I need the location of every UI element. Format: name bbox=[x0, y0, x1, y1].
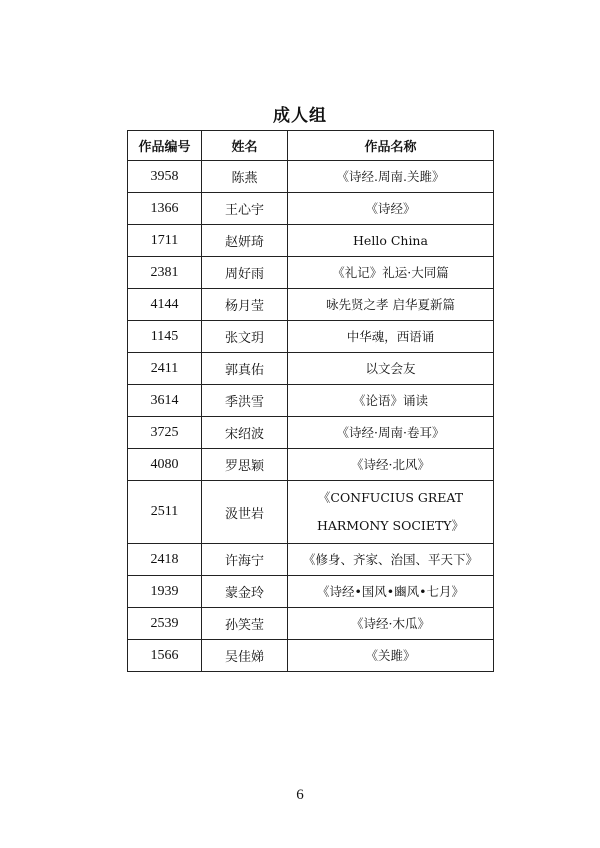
table-row bbox=[128, 257, 494, 289]
work-title-cell: 《论语》诵读 bbox=[288, 385, 494, 417]
work-title-cell: 《礼记》礼运·大同篇 bbox=[288, 257, 494, 289]
work-id-cell: 2539 bbox=[128, 608, 202, 640]
name-cell: 许海宁 bbox=[202, 544, 288, 576]
table-row bbox=[128, 576, 494, 608]
table-row bbox=[128, 608, 494, 640]
work-id-cell: 1711 bbox=[128, 225, 202, 257]
work-title-cell: Hello China bbox=[288, 225, 494, 257]
name-cell: 季洪雪 bbox=[202, 385, 288, 417]
table-row bbox=[128, 544, 494, 576]
work-id-cell: 2411 bbox=[128, 353, 202, 385]
table-row bbox=[128, 321, 494, 353]
work-title-cell: 《诗经·木瓜》 bbox=[288, 608, 494, 640]
work-title-cell: 《诗经》 bbox=[288, 193, 494, 225]
work-title-cell: 《关雎》 bbox=[288, 640, 494, 672]
header-name: 姓名 bbox=[202, 131, 288, 161]
work-title-cell: 《诗经·北风》 bbox=[288, 449, 494, 481]
name-cell: 赵妍琦 bbox=[202, 225, 288, 257]
work-id-cell: 1566 bbox=[128, 640, 202, 672]
work-title-cell: 《诗经•国风•豳风•七月》 bbox=[288, 576, 494, 608]
name-cell: 蒙金玲 bbox=[202, 576, 288, 608]
entries-table bbox=[127, 130, 494, 672]
work-title-cell: 《修身、齐家、治国、平天下》 bbox=[288, 544, 494, 576]
table-row bbox=[128, 289, 494, 321]
name-cell: 宋绍波 bbox=[202, 417, 288, 449]
page-number: 6 bbox=[296, 787, 304, 803]
name-cell: 孙笑莹 bbox=[202, 608, 288, 640]
table-header-row bbox=[128, 131, 494, 161]
work-id-cell: 4144 bbox=[128, 289, 202, 321]
work-title-cell: 《诗经.周南.关雎》 bbox=[288, 161, 494, 193]
table-row bbox=[128, 353, 494, 385]
table-row bbox=[128, 481, 494, 544]
work-id-cell: 3958 bbox=[128, 161, 202, 193]
name-cell: 罗思颖 bbox=[202, 449, 288, 481]
table-row bbox=[128, 225, 494, 257]
header-work-title: 作品名称 bbox=[288, 131, 494, 161]
work-id-cell: 1366 bbox=[128, 193, 202, 225]
name-cell: 周好雨 bbox=[202, 257, 288, 289]
work-id-cell: 3614 bbox=[128, 385, 202, 417]
work-id-cell: 2418 bbox=[128, 544, 202, 576]
work-title-cell: 《诗经·周南·卷耳》 bbox=[288, 417, 494, 449]
name-cell: 郭真佑 bbox=[202, 353, 288, 385]
work-id-cell: 4080 bbox=[128, 449, 202, 481]
work-title-cell: 以文会友 bbox=[288, 353, 494, 385]
table-row bbox=[128, 640, 494, 672]
name-cell: 杨月莹 bbox=[202, 289, 288, 321]
work-id-cell: 1145 bbox=[128, 321, 202, 353]
work-id-cell: 2511 bbox=[128, 481, 202, 544]
work-title-cell: 中华魂，西语诵 bbox=[288, 321, 494, 353]
name-cell: 汲世岩 bbox=[202, 481, 288, 544]
work-id-cell: 3725 bbox=[128, 417, 202, 449]
table-row bbox=[128, 417, 494, 449]
work-title-cell: 《CONFUCIUS GREAT HARMONY SOCIETY》 bbox=[288, 481, 494, 544]
table-row bbox=[128, 385, 494, 417]
name-cell: 陈燕 bbox=[202, 161, 288, 193]
table-row bbox=[128, 161, 494, 193]
name-cell: 王心宇 bbox=[202, 193, 288, 225]
table-row bbox=[128, 193, 494, 225]
work-title-cell: 咏先贤之孝 启华夏新篇 bbox=[288, 289, 494, 321]
work-id-cell: 1939 bbox=[128, 576, 202, 608]
work-id-cell: 2381 bbox=[128, 257, 202, 289]
name-cell: 吴佳娣 bbox=[202, 640, 288, 672]
table-row bbox=[128, 449, 494, 481]
section-title: 成人组 bbox=[273, 106, 327, 126]
header-work-id: 作品编号 bbox=[128, 131, 202, 161]
name-cell: 张文玥 bbox=[202, 321, 288, 353]
